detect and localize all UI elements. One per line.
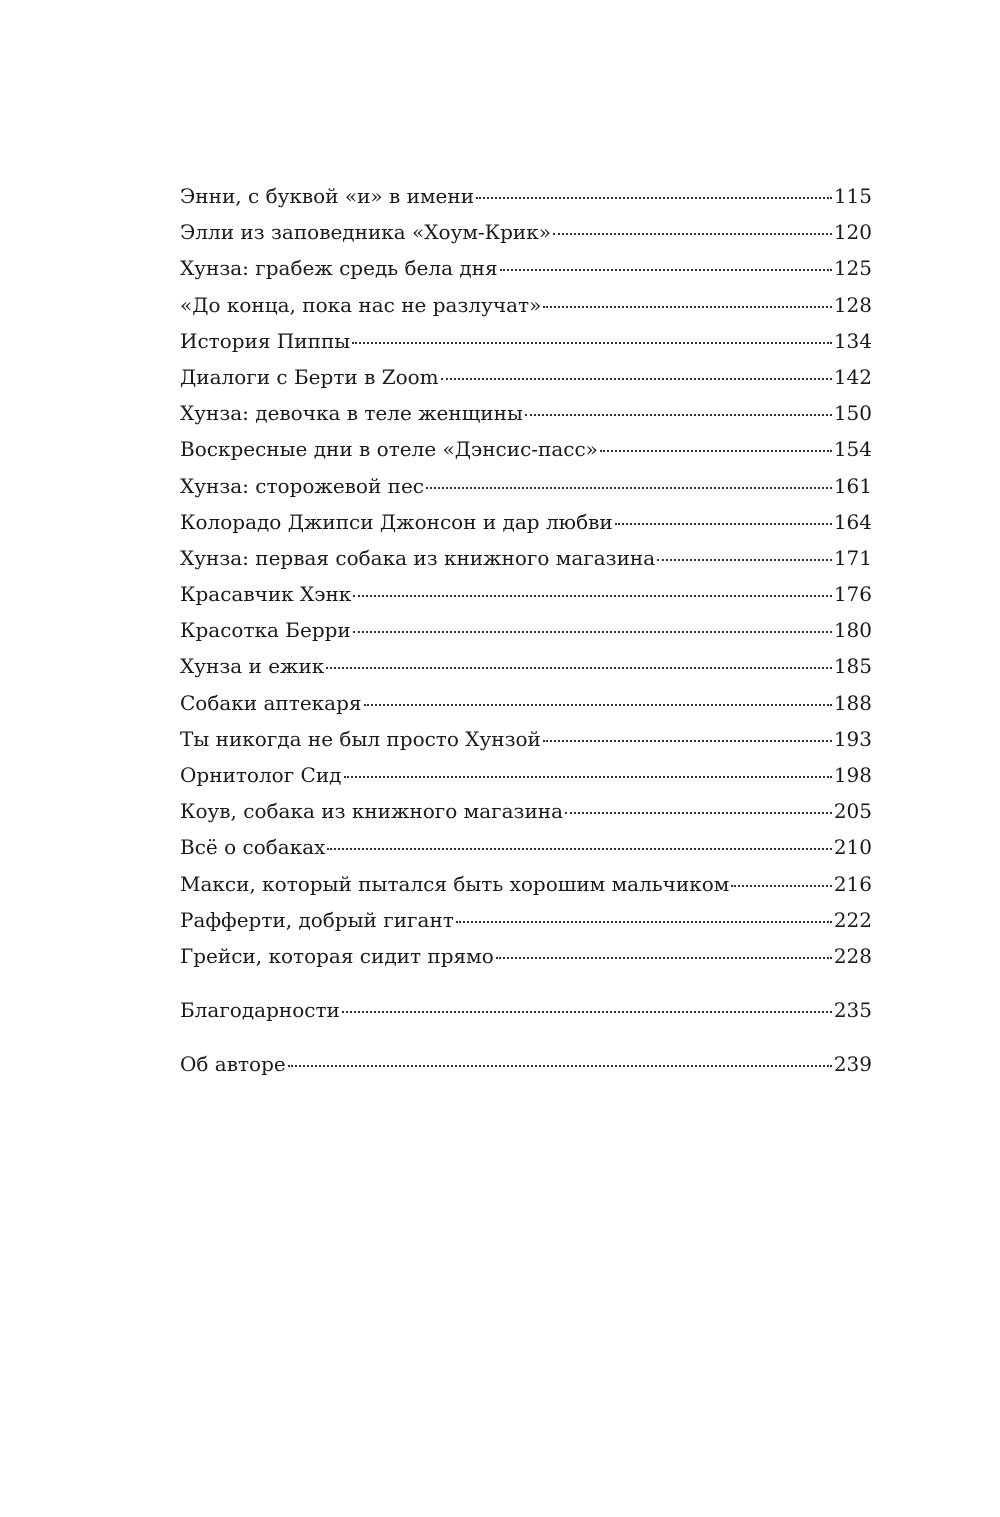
toc-entry[interactable] <box>180 250 872 286</box>
toc-entry[interactable] <box>180 721 872 757</box>
toc-entry[interactable] <box>180 685 872 721</box>
toc-entry[interactable] <box>180 829 872 865</box>
toc-entry-title: Красотка Берри <box>180 618 351 643</box>
toc-entry-title: Колорадо Джипси Джонсон и дар любви <box>180 509 613 534</box>
toc-entry[interactable] <box>180 504 872 540</box>
dot-leader <box>353 631 832 633</box>
toc-entry[interactable] <box>180 612 872 648</box>
dot-leader <box>327 848 831 850</box>
toc-entry[interactable] <box>180 395 872 431</box>
dot-leader <box>326 667 832 669</box>
toc-entry-title: Диалоги с Берти в Zoom <box>180 364 439 389</box>
dot-leader <box>352 342 832 344</box>
toc-entry-page: 142 <box>833 364 872 389</box>
toc-entry-title: Хунза и ежик <box>180 654 325 679</box>
toc-entry-title: Хунза: первая собака из книжного магазина <box>180 545 656 570</box>
toc-entry-title: Грейси, которая сидит прямо <box>180 943 494 968</box>
toc-entry-page: 222 <box>833 907 872 932</box>
toc-entry-title: Рафферти, добрый гигант <box>180 907 454 932</box>
dot-leader <box>441 378 832 380</box>
toc-entry-page: 216 <box>833 871 872 896</box>
dot-leader <box>731 885 831 887</box>
dot-leader <box>364 704 832 706</box>
toc-entry-title: Хунза: грабеж средь бела дня <box>180 256 498 281</box>
toc-entry-title: Об авторе <box>180 1052 286 1077</box>
toc-entry-page: 198 <box>833 763 872 787</box>
toc-entry[interactable] <box>180 431 872 467</box>
toc-entry-page: 154 <box>833 437 872 462</box>
toc-entry-page: 180 <box>833 618 872 643</box>
toc-entry[interactable] <box>180 938 872 974</box>
toc-entry-page: 120 <box>833 220 872 245</box>
toc-entry-title: Красавчик Хэнк <box>180 582 352 607</box>
toc-entry-page: 188 <box>833 690 872 715</box>
toc-entry-title: Коув, собака из книжного магазина <box>180 799 564 824</box>
toc-entry-title: Всё о собаках <box>180 835 326 860</box>
toc-entry[interactable] <box>180 866 872 902</box>
toc-entry[interactable] <box>180 648 872 684</box>
toc-entry-page: 185 <box>833 654 872 679</box>
toc-entry-page: 171 <box>833 545 872 570</box>
dot-leader <box>525 414 832 416</box>
dot-leader <box>342 1011 832 1013</box>
dot-leader <box>657 559 832 561</box>
dot-leader <box>344 776 832 778</box>
toc-entry-page: 205 <box>833 799 872 824</box>
dot-leader <box>543 306 832 308</box>
toc-entry-page: 161 <box>833 473 872 498</box>
toc-entry-title: Орнитолог Сид <box>180 763 342 787</box>
dot-leader <box>426 487 832 489</box>
toc-entry[interactable] <box>180 287 872 323</box>
dot-leader <box>615 523 832 525</box>
toc-entry-title: Элли из заповедника «Хоум-Крик» <box>180 220 551 245</box>
toc-entry[interactable] <box>180 757 872 793</box>
toc-entry[interactable] <box>180 214 872 250</box>
toc-entry-page: 125 <box>833 256 872 281</box>
dot-leader <box>456 921 832 923</box>
dot-leader <box>500 269 832 271</box>
toc-entry-title: Макси, который пытался быть хорошим мальчиком <box>180 871 730 896</box>
toc-entry-page: 134 <box>833 328 872 353</box>
toc-entry-page: 128 <box>833 292 872 317</box>
toc-entry[interactable] <box>180 359 872 395</box>
toc-entry-page: 150 <box>833 401 872 426</box>
dot-leader <box>553 233 832 235</box>
toc-entry-title: Энни, с буквой «и» в имени <box>180 184 475 208</box>
dot-leader <box>496 957 832 959</box>
toc-entry-acknowledgements[interactable] <box>180 992 872 1028</box>
dot-leader <box>353 595 832 597</box>
toc-entry-page: 115 <box>833 184 872 208</box>
toc-entry[interactable] <box>180 468 872 504</box>
toc-entry-title: Собаки аптекаря <box>180 690 362 715</box>
toc-entry[interactable] <box>180 540 872 576</box>
toc-entry[interactable] <box>180 793 872 829</box>
dot-leader <box>288 1065 832 1067</box>
toc-entry-page: 228 <box>833 943 872 968</box>
toc-entry-about-author[interactable] <box>180 1046 872 1082</box>
dot-leader <box>476 197 832 199</box>
toc-entry-page: 176 <box>833 582 872 607</box>
toc-entry-title: Хунза: сторожевой пес <box>180 473 425 498</box>
toc-entry-title: Воскресные дни в отеле «Дэнсис-пасс» <box>180 437 598 462</box>
toc-entry-title: Хунза: девочка в теле женщины <box>180 401 523 426</box>
table-of-contents <box>180 178 872 1083</box>
toc-entry-title: «До конца, пока нас не разлучат» <box>180 292 542 317</box>
toc-entry-page: 210 <box>833 835 872 860</box>
toc-entry[interactable] <box>180 178 872 214</box>
dot-leader <box>543 740 832 742</box>
toc-entry[interactable] <box>180 576 872 612</box>
toc-entry[interactable] <box>180 902 872 938</box>
toc-entry-title: Ты никогда не был просто Хунзой <box>180 726 541 751</box>
dot-leader <box>565 812 832 814</box>
toc-entry-page: 193 <box>833 726 872 751</box>
toc-entry-title: История Пиппы <box>180 328 351 353</box>
toc-entry-page: 235 <box>833 998 872 1023</box>
toc-entry-title: Благодарности <box>180 998 340 1023</box>
dot-leader <box>600 450 832 452</box>
toc-entry-page: 164 <box>833 509 872 534</box>
toc-entry[interactable] <box>180 323 872 359</box>
toc-entry-page: 239 <box>833 1052 872 1077</box>
